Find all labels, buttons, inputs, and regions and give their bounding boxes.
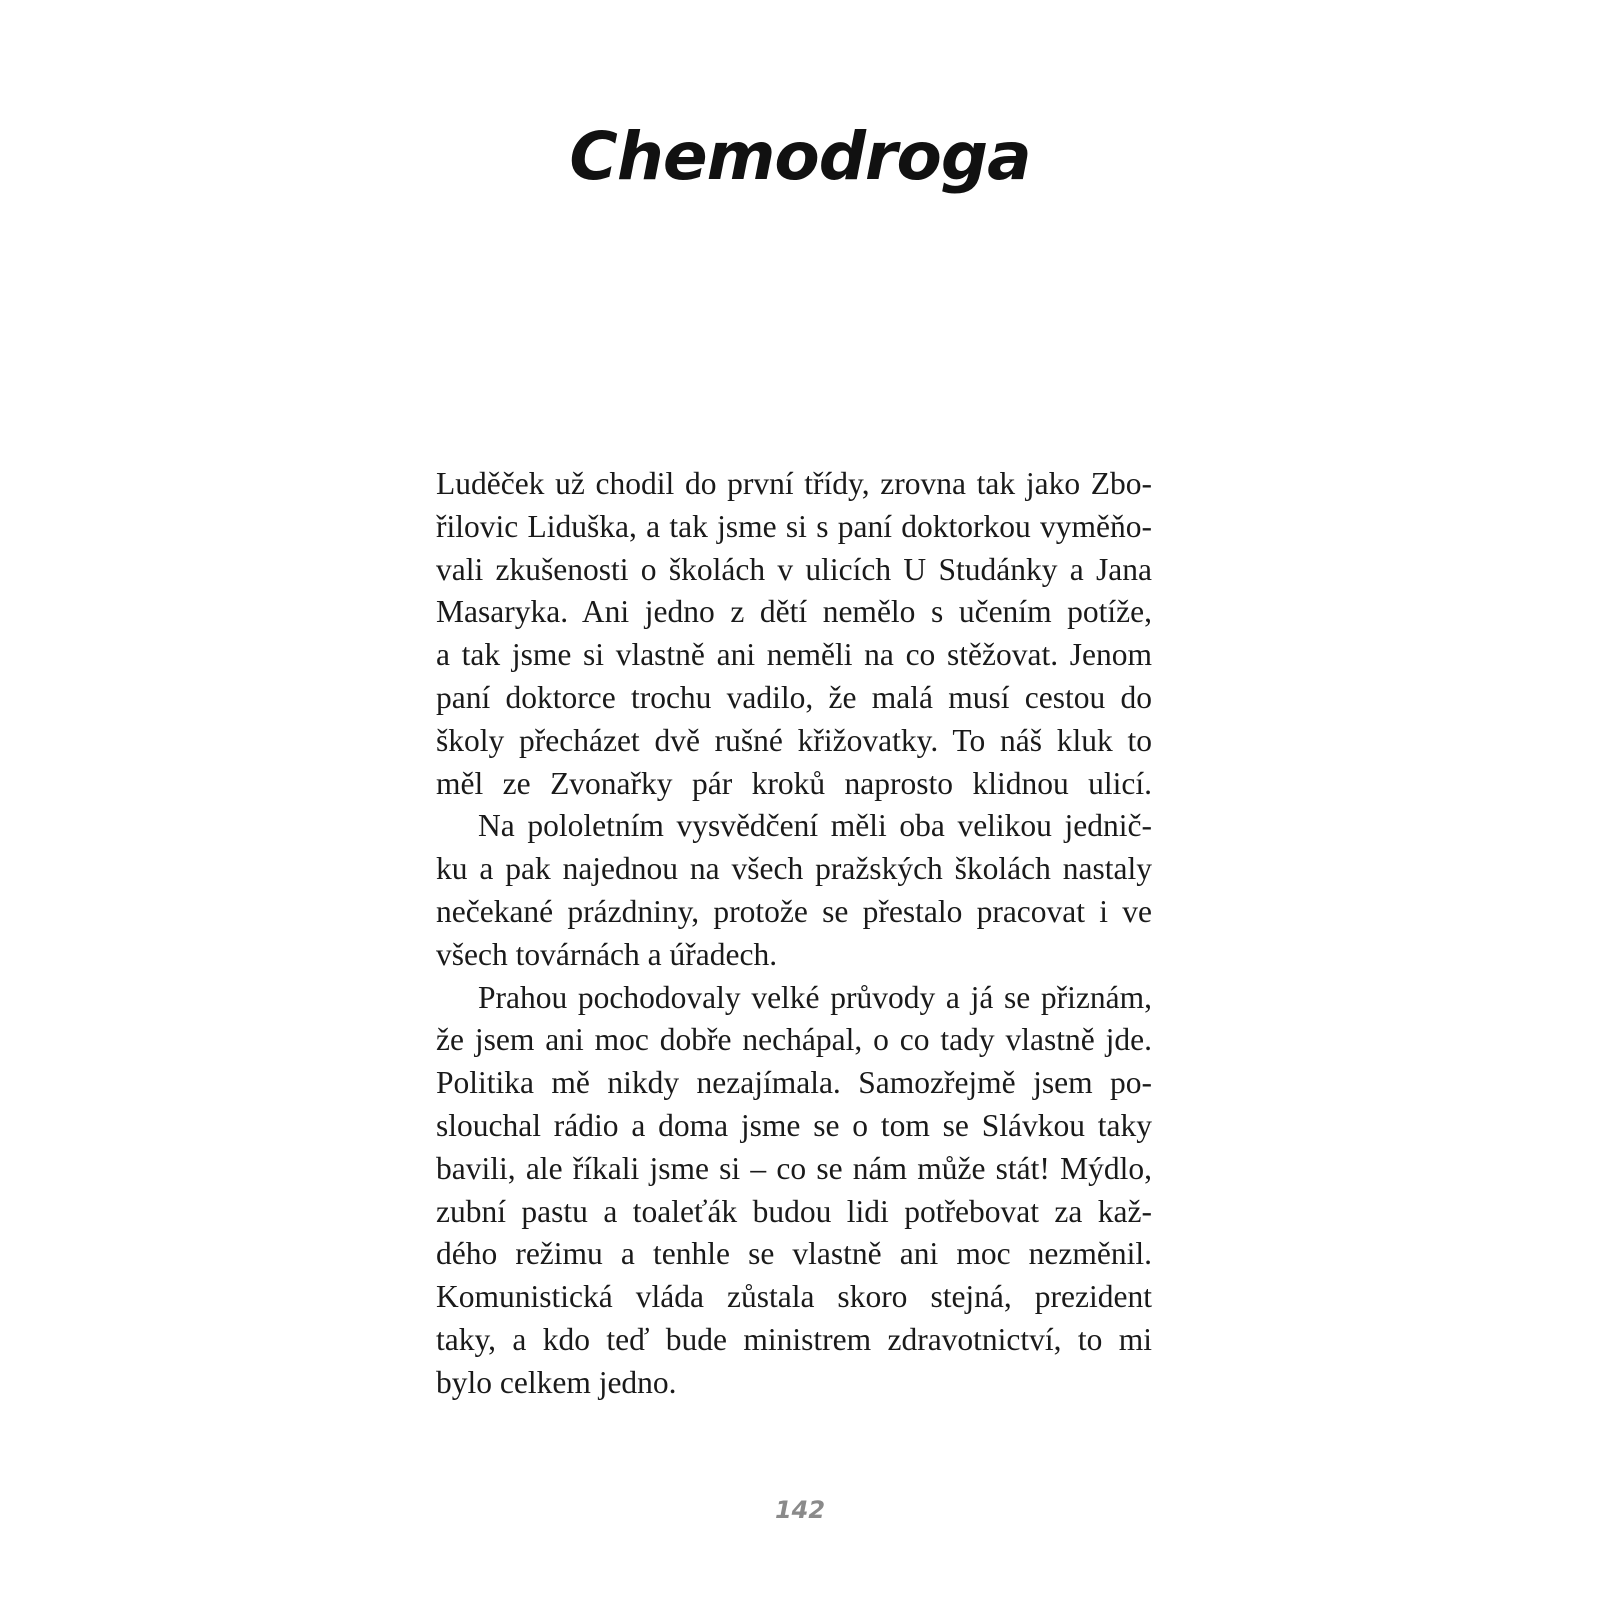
text-line: zubní pastu a toaleťák budou lidi potřebovat za kaž- bbox=[436, 1193, 1152, 1229]
text-line: měl ze Zvonařky pár kroků naprosto klidnou ulicí. bbox=[436, 765, 1152, 801]
text-line: taky, a kdo teď bude ministrem zdravotnictví, to mi bbox=[436, 1321, 1152, 1357]
body-text bbox=[436, 463, 1152, 1405]
text-line: dého režimu a tenhle se vlastně ani moc nezměnil. bbox=[436, 1236, 1152, 1272]
text-line: Luděček už chodil do první třídy, zrovna tak jako Zbo- bbox=[436, 466, 1152, 501]
text-line: nečekané prázdniny, protože se přestalo pracovat i ve bbox=[436, 893, 1152, 929]
text-line: řilovic Liduška, a tak jsme si s paní doktorkou vyměňo- bbox=[436, 508, 1152, 544]
text-line: bavili, ale říkali jsme si – co se nám může stát! Mýdlo, bbox=[436, 1150, 1152, 1186]
text-line: že jsem ani moc dobře nechápal, o co tady vlastně jde. bbox=[436, 1022, 1152, 1058]
text-line: Na pololetním vysvědčení měli oba velikou jednič- bbox=[478, 808, 1152, 844]
text-line: Prahou pochodovaly velké průvody a já se přiznám, bbox=[478, 979, 1152, 1015]
text-line: slouchal rádio a doma jsme se o tom se Slávkou taky bbox=[436, 1107, 1152, 1143]
page-number: 142 bbox=[774, 1496, 826, 1524]
text-line: Komunistická vláda zůstala skoro stejná, prezident bbox=[436, 1279, 1152, 1315]
text-line: bylo celkem jedno. bbox=[436, 1364, 677, 1400]
text-line: ku a pak najednou na všech pražských školách nastaly bbox=[436, 851, 1152, 887]
text-line: všech továrnách a úřadech. bbox=[436, 936, 778, 972]
text-line: vali zkušenosti o školách v ulicích U Studánky a Jana bbox=[436, 551, 1152, 587]
text-line: školy přecházet dvě rušné křižovatky. To náš kluk to bbox=[436, 722, 1152, 758]
text-line: Masaryka. Ani jedno z dětí nemělo s učením potíže, bbox=[436, 594, 1152, 630]
chapter-title: Chemodroga bbox=[569, 118, 1031, 195]
text-line: paní doktorce trochu vadilo, že malá musí cestou do bbox=[436, 679, 1152, 715]
text-line: a tak jsme si vlastně ani neměli na co stěžovat. Jenom bbox=[436, 637, 1152, 673]
text-line: Politika mě nikdy nezajímala. Samozřejmě jsem po- bbox=[436, 1065, 1152, 1101]
